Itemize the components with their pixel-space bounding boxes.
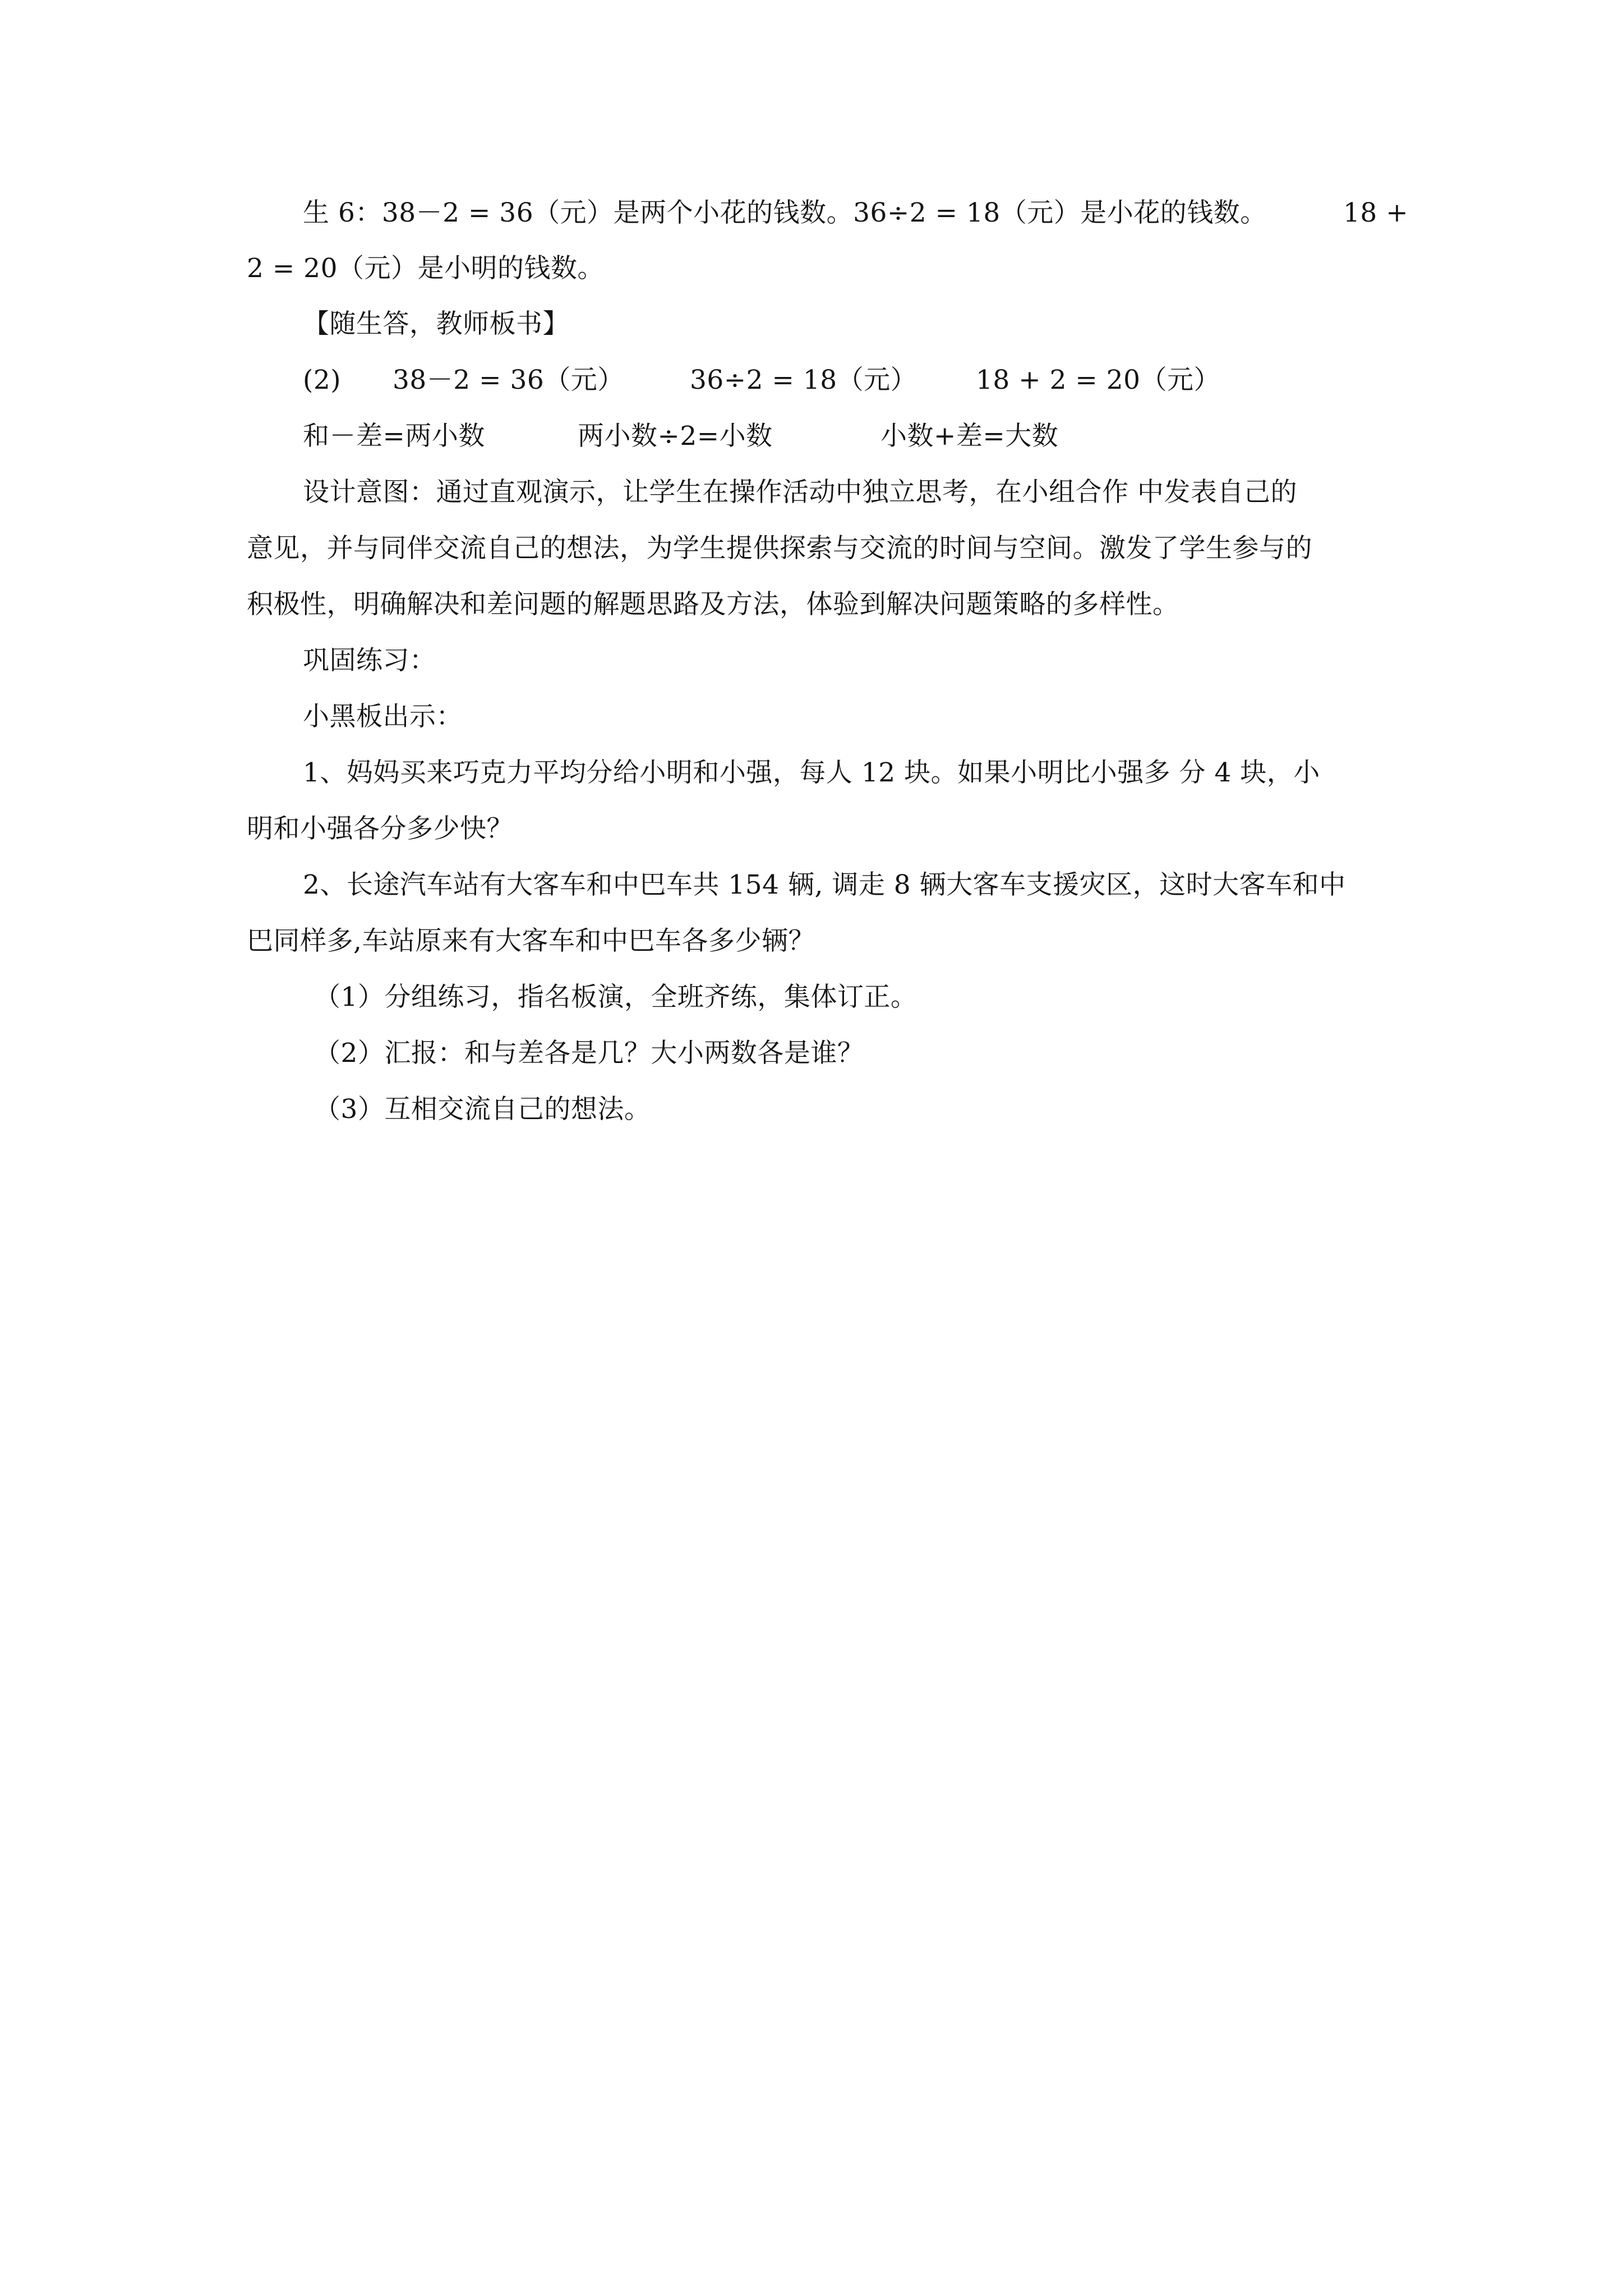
problem2-line1: 2、长途汽车站有大客车和中巴车共 154 辆, 调走 8 辆大客车支援灾区，这时大客车和中 [303, 869, 1346, 900]
problem1-line2: 明和小强各分多少快？ [247, 813, 513, 844]
design-intent-line3: 积极性，明确解决和差问题的解题思路及方法，体验到解决问题策略的多样性。 [247, 589, 1179, 620]
student6-line1-tail: 18 + [1343, 197, 1409, 228]
step-3: （3）互相交流自己的想法。 [314, 1094, 651, 1125]
problem1-line1: 1、妈妈买来巧克力平均分给小明和小强，每人 12 块。如果小明比小强多 分 4 块，小 [303, 757, 1320, 788]
design-intent-line1: 设计意图：通过直观演示，让学生在操作活动中独立思考，在小组合作 中发表自己的 [303, 477, 1297, 508]
student6-line1 [303, 196, 1267, 230]
student6-line2: 2 = 20（元）是小明的钱数。 [247, 253, 604, 284]
practice-heading: 巩固练习： [303, 645, 436, 676]
step-1: （1）分组练习，指名板演，全班齐练，集体订正。 [314, 982, 917, 1013]
step-2: （2）汇报：和与差各是几？大小两数各是谁？ [314, 1038, 864, 1069]
design-intent-line2: 意见，并与同伴交流自己的想法，为学生提供探索与交流的时间与空间。激发了学生参与的 [247, 533, 1312, 564]
equation-1: 38－2 = 36（元） [393, 365, 624, 395]
equation-label: (2) [303, 365, 342, 395]
formula-2: 两小数÷2=小数 [578, 421, 773, 452]
problem2-line2: 巴同样多,车站原来有大客车和中巴车各多少辆？ [247, 926, 815, 956]
equation-3: 18 + 2 = 20（元） [976, 365, 1221, 395]
equation-2: 36÷2 = 18（元） [690, 365, 917, 395]
blackboard-heading: 小黑板出示： [303, 701, 463, 732]
formula-3: 小数+差=大数 [880, 421, 1059, 452]
student6-text: 生 6：38－2 = 36（元）是两个小花的钱数。36÷2 = 18（元）是小花的钱数。 [303, 197, 1267, 228]
formula-1: 和－差=两小数 [303, 421, 485, 452]
board-note: 【随生答，教师板书】 [303, 309, 569, 339]
